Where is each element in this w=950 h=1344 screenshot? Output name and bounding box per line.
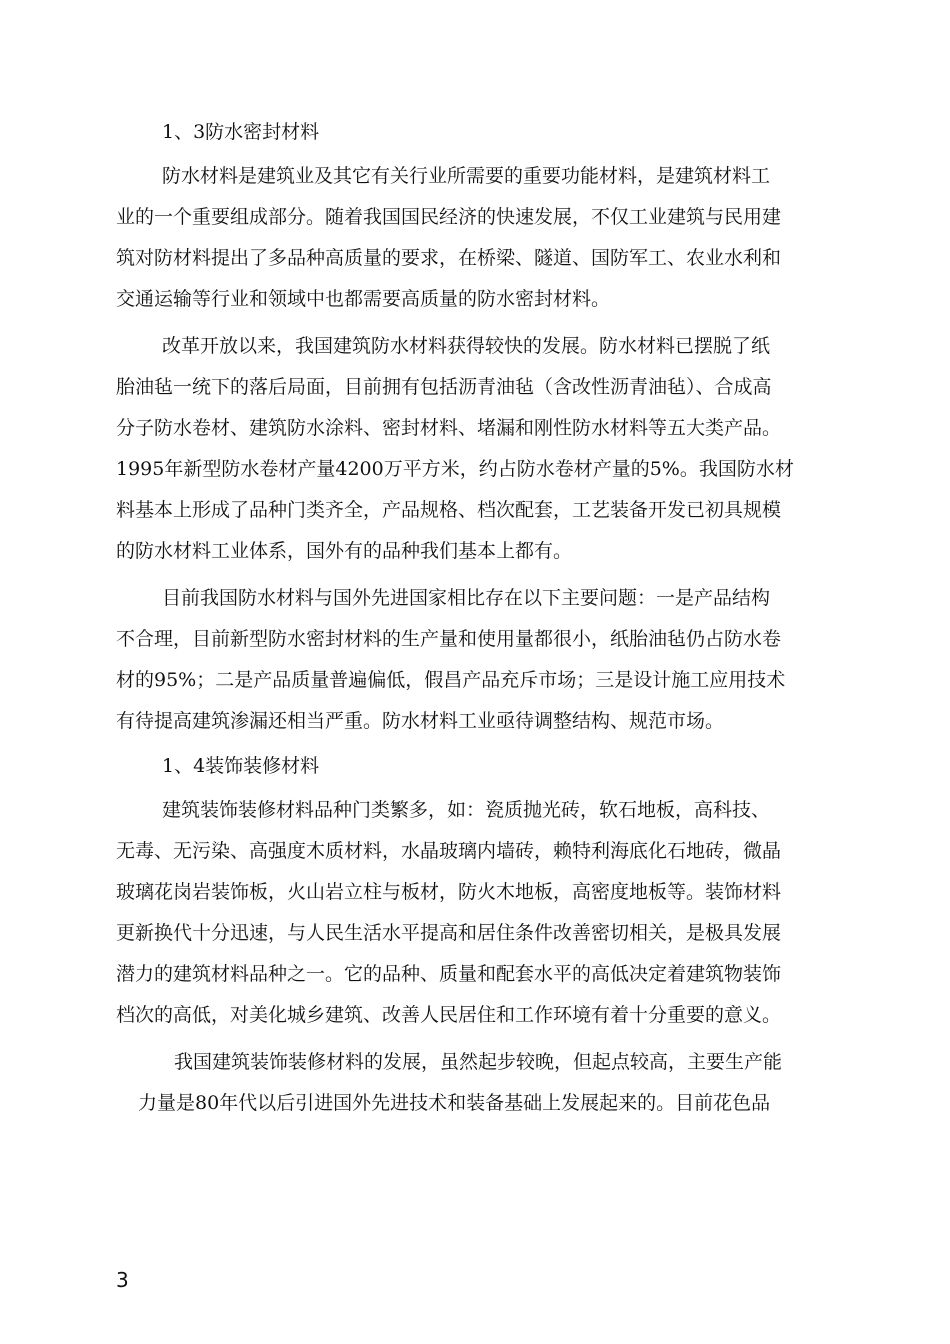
document-body [116,114,830,1130]
text-line: 改革开放以来，我国建筑防水材料获得较快的发展。防水材料已摆脱了纸 [162,335,771,357]
page-number: 3 [116,1268,129,1292]
text-line: 业的一个重要组成部分。随着我国国民经济的快速发展，不仅工业建筑与民用建 [116,206,782,228]
text-line: 防水材料是建筑业及其它有关行业所需要的重要功能材料，是建筑材料工 [162,165,771,187]
text-line: 1995年新型防水卷材产量4200万平方米，约占防水卷材产量的5%。我国防水材 [116,458,794,480]
text-line: 我国建筑装饰装修材料的发展，虽然起步较晚，但起点较高，主要生产能 [174,1051,783,1073]
text-line: 交通运输等行业和领域中也都需要高质量的防水密封材料。 [116,288,611,310]
paragraph-waterproof-intro [116,156,830,320]
text-line: 潜力的建筑材料品种之一。它的品种、质量和配套水平的高低决定着建筑物装饰 [116,963,782,985]
section-heading-1-3: 1、3防水密封材料 [162,121,320,143]
text-line: 建筑装饰装修材料品种门类繁多，如：瓷质抛光砖，软石地板，高科技、 [162,799,771,821]
text-line: 不合理，目前新型防水密封材料的生产量和使用量都很小，纸胎油毡仍占防水卷 [116,628,782,650]
text-line: 玻璃花岗岩装饰板，火山岩立柱与板材，防火木地板，高密度地板等。装饰材料 [116,881,782,903]
section-heading-1-4: 1、4装饰装修材料 [162,755,320,777]
text-line: 档次的高低，对美化城乡建筑、改善人民居住和工作环境有着十分重要的意义。 [116,1004,782,1026]
text-line: 料基本上形成了品种门类齐全，产品规格、档次配套，工艺装备开发已初具规模 [116,499,782,521]
text-line: 材的95%；二是产品质量普遍偏低，假昌产品充斥市场；三是设计施工应用技术 [116,669,786,691]
text-line: 目前我国防水材料与国外先进国家相比存在以下主要问题：一是产品结构 [162,587,771,609]
text-line: 的防水材料工业体系，国外有的品种我们基本上都有。 [116,540,573,562]
paragraph-decoration-intro [116,790,830,1036]
text-line: 胎油毡一统下的落后局面，目前拥有包括沥青油毡（含改性沥青油毡）、合成高 [116,376,772,398]
paragraph-waterproof-development [116,326,830,572]
paragraph-decoration-development [116,1042,830,1124]
text-line: 分子防水卷材、建筑防水涂料、密封材料、堵漏和刚性防水材料等五大类产品。 [116,417,782,439]
paragraph-waterproof-problems [116,578,830,742]
text-line: 力量是80年代以后引进国外先进技术和装备基础上发展起来的。目前花色品 [138,1092,771,1114]
text-line: 有待提高建筑渗漏还相当严重。防水材料工业亟待调整结构、规范市场。 [116,710,725,732]
text-line: 无毒、无污染、高强度木质材料，水晶玻璃内墙砖，赖特利海底化石地砖，微晶 [116,840,782,862]
text-line: 更新换代十分迅速，与人民生活水平提高和居住条件改善密切相关，是极具发展 [116,922,782,944]
text-line: 筑对防材料提出了多品种高质量的要求，在桥梁、隧道、国防军工、农业水利和 [116,247,782,269]
